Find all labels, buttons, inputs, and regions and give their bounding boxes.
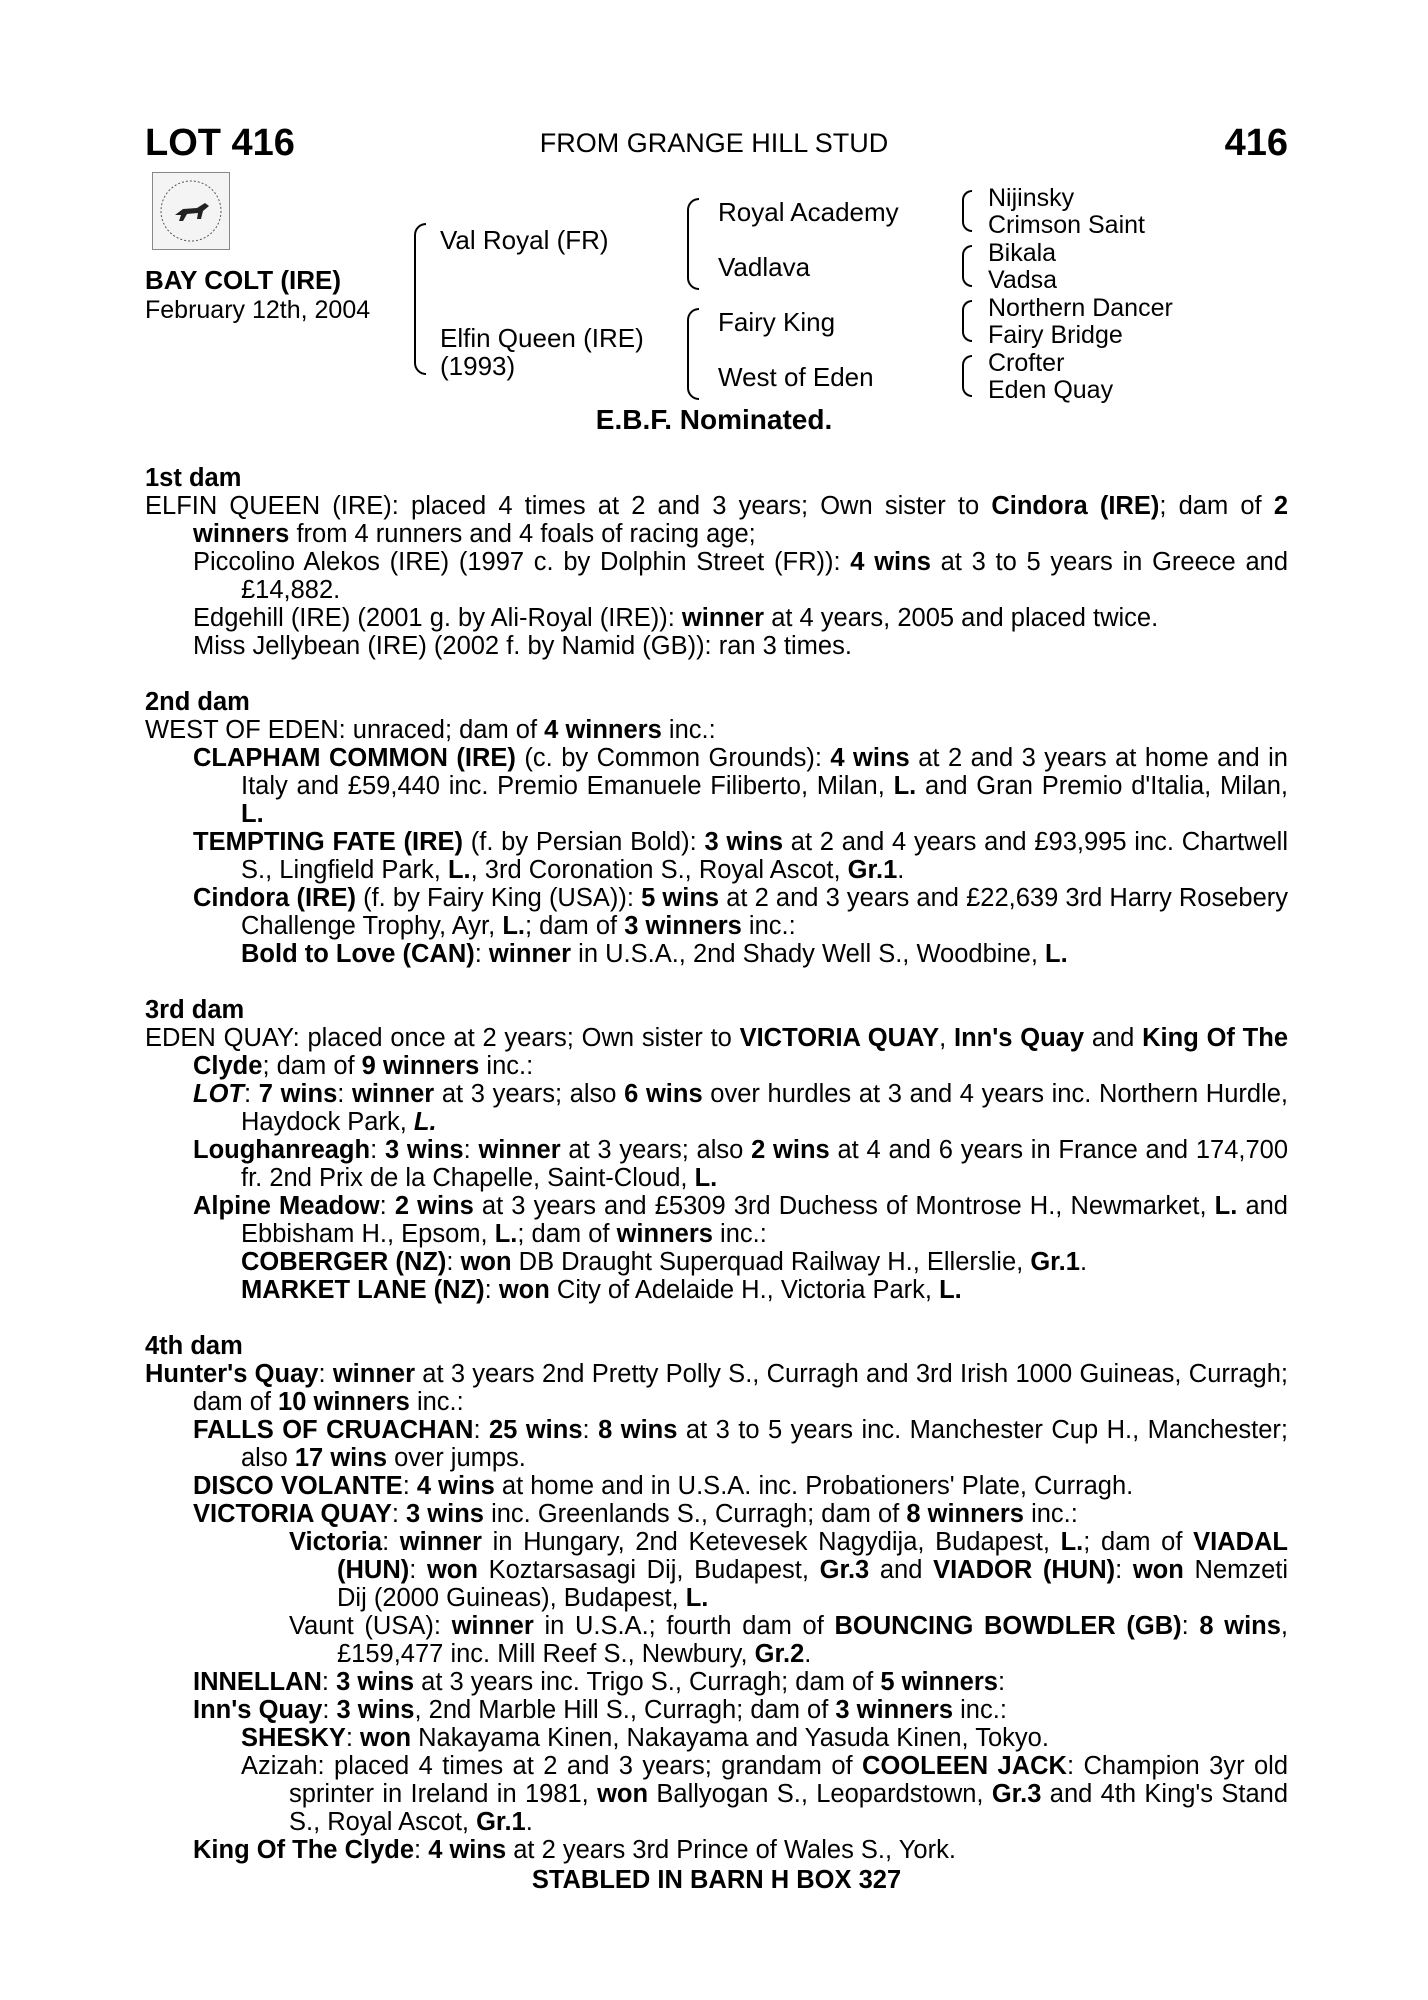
produce-entry: INNELLAN: 3 wins at 3 years inc. Trigo S., Curragh; dam of 5 winners:: [193, 1668, 1006, 1696]
hippodrome-seal-icon: [152, 172, 230, 250]
produce-entry: TEMPTING FATE (IRE) (f. by Persian Bold): 3 wins at 2 and 4 years and £93,995 inc. Chartwell S., Lingfield Park, L., 3rd Coronation S., Royal Ascot, Gr.1.: [193, 828, 1289, 884]
horse-title: BAY COLT (IRE): [145, 265, 341, 295]
dam-sire: Fairy King: [718, 307, 836, 337]
produce-entry: Azizah: placed 4 times at 2 and 3 years; grandam of COOLEEN JACK: Champion 3yr old sprinter in Ireland in 1981, won Ballyogan S., Leopardstown, Gr.3 and 4th King's Stand S., Royal Ascot, Gr.1.: [241, 1752, 1289, 1836]
ancestor-g3: Northern Dancer: [988, 294, 1173, 322]
pedigree-brace: [962, 190, 972, 232]
produce-entry: King Of The Clyde: 4 wins at 2 years 3rd Prince of Wales S., York.: [193, 1836, 956, 1864]
pedigree-brace: [962, 245, 972, 287]
produce-entry: LOT: 7 wins: winner at 3 years; also 6 wins over hurdles at 3 and 4 years inc. Northern Hurdle, Haydock Park, L.: [193, 1080, 1289, 1136]
produce-entry: Inn's Quay: 3 wins, 2nd Marble Hill S., Curragh; dam of 3 winners inc.:: [193, 1696, 1007, 1724]
produce-entry: MARKET LANE (NZ): won City of Adelaide H., Victoria Park, L.: [241, 1276, 962, 1304]
dam-paragraph: EDEN QUAY: placed once at 2 years; Own sister to VICTORIA QUAY, Inn's Quay and King Of The Clyde; dam of 9 winners inc.:: [145, 1024, 1289, 1080]
pedigree-brace: [962, 300, 972, 342]
ancestor-g3: Crimson Saint: [988, 211, 1145, 239]
produce-entry: Victoria: winner in Hungary, 2nd Ketevesek Nagydija, Budapest, L.; dam of VIADAL (HUN): won Koztarsasagi Dij, Budapest, Gr.3 and VIADOR (HUN): won Nemzeti Dij (2000 Guineas), Budapest, L.: [289, 1528, 1289, 1612]
ancestor-g3: Vadsa: [988, 266, 1058, 294]
ancestor-g3: Eden Quay: [988, 376, 1114, 404]
sire-dam: Vadlava: [718, 252, 811, 282]
section-heading-4th-dam: 4th dam: [145, 1332, 243, 1360]
dam-dam: West of Eden: [718, 362, 874, 392]
produce-entry: VICTORIA QUAY: 3 wins inc. Greenlands S., Curragh; dam of 8 winners inc.:: [193, 1500, 1078, 1528]
pedigree-brace: [687, 308, 699, 400]
section-heading-1st-dam: 1st dam: [145, 464, 242, 492]
pedigree-brace: [687, 198, 699, 290]
produce-entry: Vaunt (USA): winner in U.S.A.; fourth dam of BOUNCING BOWDLER (GB): 8 wins, £159,477 inc. Mill Reef S., Newbury, Gr.2.: [289, 1612, 1289, 1668]
produce-entry: DISCO VOLANTE: 4 wins at home and in U.S.A. inc. Probationers' Plate, Curragh.: [193, 1472, 1134, 1500]
lot-label: LOT 416: [145, 122, 295, 164]
produce-entry: SHESKY: won Nakayama Kinen, Nakayama and Yasuda Kinen, Tokyo.: [241, 1724, 1049, 1752]
stabling-location: STABLED IN BARN H BOX 327: [531, 1866, 902, 1894]
produce-entry: FALLS OF CRUACHAN: 25 wins: 8 wins at 3 to 5 years inc. Manchester Cup H., Manchester; also 17 wins over jumps.: [193, 1416, 1288, 1472]
produce-entry: Miss Jellybean (IRE) (2002 f. by Namid (GB)): ran 3 times.: [193, 632, 852, 660]
dam: Elfin Queen (IRE): [440, 323, 644, 353]
pedigree-brace: [414, 223, 426, 375]
produce-entry: Cindora (IRE) (f. by Fairy King (USA)): 5 wins at 2 and 3 years and £22,639 3rd Harry Rosebery Challenge Trophy, Ayr, L.; dam of 3 winners inc.:: [193, 884, 1289, 940]
dam-paragraph: WEST OF EDEN: unraced; dam of 4 winners inc.:: [145, 716, 716, 744]
dam-paragraph: Hunter's Quay: winner at 3 years 2nd Pretty Polly S., Curragh and 3rd Irish 1000 Guineas, Curragh; dam of 10 winners inc.:: [145, 1360, 1288, 1416]
section-heading-3rd-dam: 3rd dam: [145, 996, 245, 1024]
ancestor-g3: Bikala: [988, 239, 1057, 267]
consignor: FROM GRANGE HILL STUD: [539, 128, 889, 158]
catalogue-body: [145, 464, 1288, 1894]
produce-entry: Alpine Meadow: 2 wins at 3 years and £5309 3rd Duchess of Montrose H., Newmarket, L. and Ebbisham H., Epsom, L.; dam of winners inc.:: [193, 1192, 1288, 1248]
section-heading-2nd-dam: 2nd dam: [145, 688, 250, 716]
ebf-nomination: E.B.F. Nominated.: [595, 404, 833, 435]
sire: Val Royal (FR): [440, 225, 609, 255]
produce-entry: Loughanreagh: 3 wins: winner at 3 years; also 2 wins at 4 and 6 years in France and 174,700 fr. 2nd Prix de la Chapelle, Saint-Cloud, L.: [193, 1136, 1289, 1192]
produce-entry: Edgehill (IRE) (2001 g. by Ali-Royal (IRE)): winner at 4 years, 2005 and placed twice.: [193, 604, 1159, 632]
dam-year: (1993): [440, 351, 516, 381]
produce-entry: Piccolino Alekos (IRE) (1997 c. by Dolphin Street (FR)): 4 wins at 3 to 5 years in Greece and £14,882.: [193, 548, 1288, 604]
produce-entry: Bold to Love (CAN): winner in U.S.A., 2nd Shady Well S., Woodbine, L.: [241, 940, 1068, 968]
produce-entry: COBERGER (NZ): won DB Draught Superquad Railway H., Ellerslie, Gr.1.: [241, 1248, 1088, 1276]
sire-sire: Royal Academy: [718, 197, 899, 227]
ancestor-g3: Crofter: [988, 349, 1065, 377]
dam-paragraph: ELFIN QUEEN (IRE): placed 4 times at 2 and 3 years; Own sister to Cindora (IRE); dam of 2 winners from 4 runners and 4 foals of racing age;: [145, 492, 1288, 548]
lot-number: 416: [1224, 122, 1288, 164]
foaling-date: February 12th, 2004: [145, 296, 371, 324]
ancestor-g3: Nijinsky: [988, 184, 1075, 212]
produce-entry: CLAPHAM COMMON (IRE) (c. by Common Grounds): 4 wins at 2 and 3 years at home and in Italy and £59,440 inc. Premio Emanuele Filiberto, Milan, L. and Gran Premio d'Italia, Milan, L.: [193, 744, 1289, 828]
ancestor-g3: Fairy Bridge: [988, 321, 1123, 349]
pedigree-brace: [962, 355, 972, 397]
